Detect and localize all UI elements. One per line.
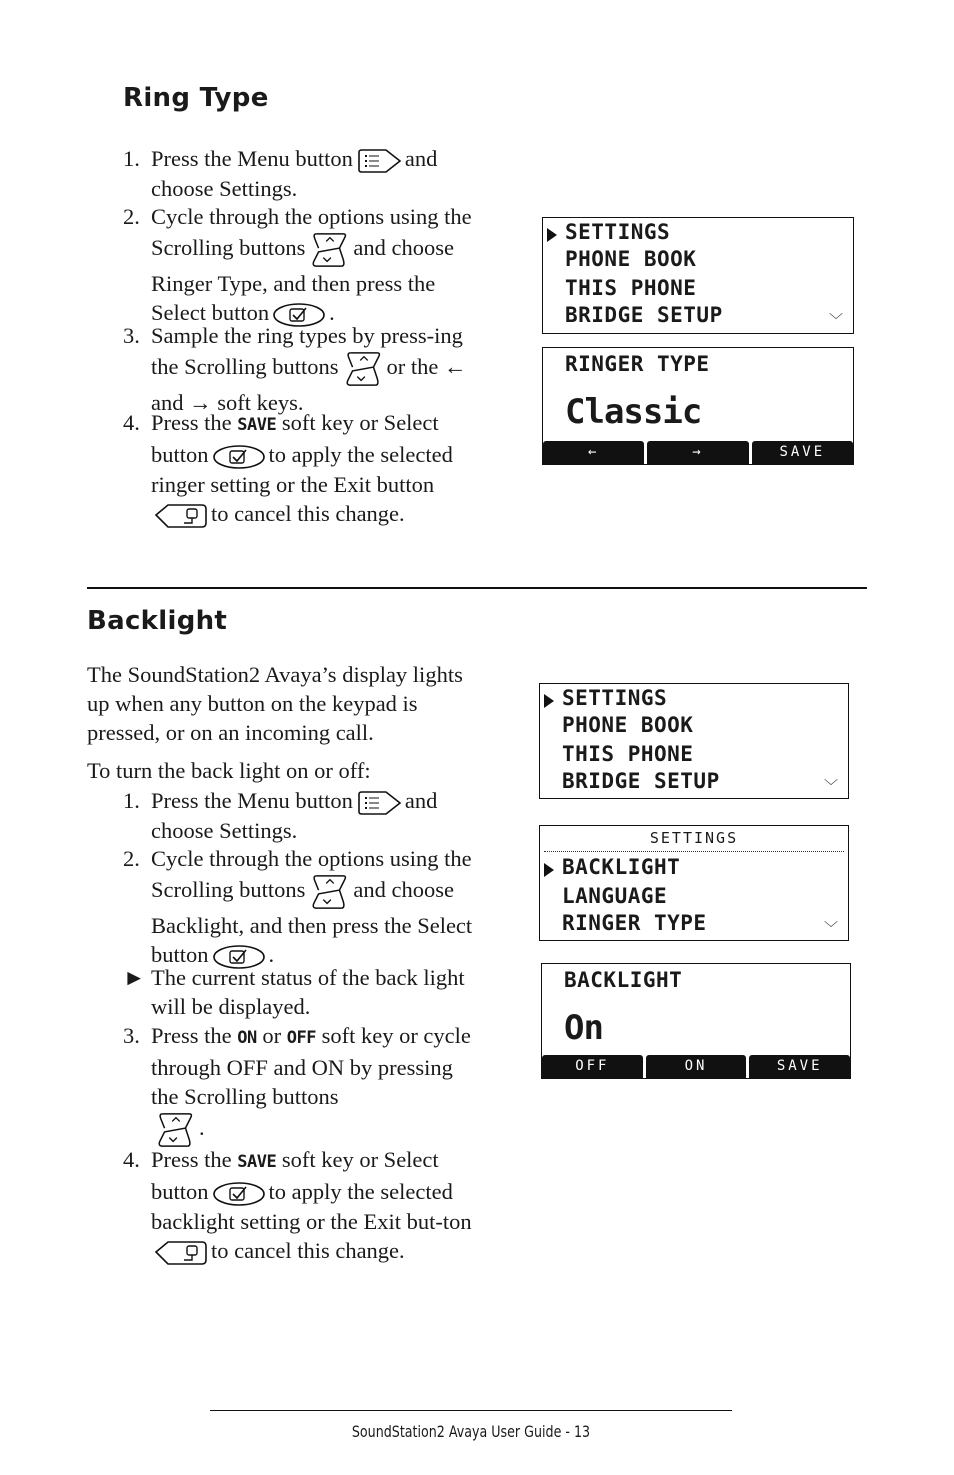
on-key-label: ON: [237, 1028, 257, 1048]
scroll-buttons-icon: [154, 1111, 196, 1149]
ring-step-2: 2. Cycle through the options using the Scrolling buttons and choose Ringer Type, and then press the Select button .: [123, 202, 473, 328]
backlight-step-4: 4. Press the SAVE soft key or Select button to apply the selected backlight setting or the Exit but-tonto cancel this change.: [123, 1145, 473, 1268]
backlight-step-3: 3. Press the ON or OFF soft key or cycle through OFF and ON by pressing the Scrolling buttons .: [123, 1021, 473, 1149]
scroll-buttons-icon: [342, 350, 384, 388]
backlight-step-1: 1. Press the Menu button and choose Settings.: [123, 788, 438, 843]
save-key-label: SAVE: [237, 415, 277, 435]
backlight-lead: To turn the back light on or off:: [87, 758, 371, 783]
selection-arrow-icon: [547, 228, 557, 242]
chevron-down-icon: ﹀: [824, 779, 838, 795]
backlight-settings-screen: SETTINGS PHONE BOOK THIS PHONE BRIDGE SETUP ﹀: [539, 683, 849, 799]
section-divider: [87, 587, 867, 589]
softkey-save[interactable]: SAVE: [749, 1055, 850, 1078]
chevron-down-icon: ﹀: [824, 921, 838, 937]
softkey-off[interactable]: OFF: [542, 1055, 643, 1078]
softkey-save[interactable]: SAVE: [752, 441, 853, 464]
page-footer: SoundStation2 Avaya User Guide - 13: [351, 1422, 591, 1441]
selection-arrow-icon: [544, 863, 554, 877]
exit-button-icon: [154, 501, 208, 531]
selection-arrow-icon: [544, 694, 554, 708]
softkey-on[interactable]: ON: [646, 1055, 747, 1078]
select-button-icon: [212, 1181, 266, 1207]
softkey-right[interactable]: →: [647, 441, 748, 464]
save-key-label: SAVE: [237, 1152, 277, 1172]
ring-step-1: 1. Press the Menu button and choose Settings.: [123, 146, 438, 201]
backlight-heading: Backlight: [87, 606, 228, 636]
settings-submenu-screen: SETTINGS BACKLIGHT LANGUAGE RINGER TYPE ﹀: [539, 825, 849, 941]
ring-step-4: 4. Press the SAVE soft key or Select button to apply the selected ringer setting or the Exit buttonto cancel this change.: [123, 408, 473, 531]
ringer-type-screen: RINGER TYPE Classic ← → SAVE: [542, 347, 854, 465]
backlight-status-note: ► The current status of the back light will be displayed.: [123, 965, 465, 1019]
scroll-buttons-icon: [308, 231, 350, 269]
ring-settings-screen: SETTINGS PHONE BOOK THIS PHONE BRIDGE SETUP ﹀: [542, 217, 854, 334]
select-button-icon: [212, 444, 266, 470]
exit-button-icon: [154, 1238, 208, 1268]
ring-step-3: 3. Sample the ring types by press-ing the Scrolling buttons or the ← and → soft keys.: [123, 323, 467, 415]
ringer-value: Classic: [565, 392, 702, 432]
off-key-label: OFF: [286, 1028, 316, 1048]
backlight-intro: The SoundStation2 Avaya’s display lights up when any button on the keypad is pressed, or on an incoming call.: [87, 662, 463, 745]
scroll-buttons-icon: [308, 873, 350, 911]
backlight-step-2: 2. Cycle through the options using the Scrolling buttons and choose Backlight, and then press the Select button .: [123, 844, 473, 970]
chevron-down-icon: ﹀: [829, 313, 843, 329]
backlight-value: On: [564, 1008, 603, 1048]
menu-button-icon: [356, 790, 402, 816]
softkey-left[interactable]: ←: [543, 441, 644, 464]
footer-rule: [210, 1410, 732, 1411]
ring-type-heading: Ring Type: [123, 83, 269, 113]
backlight-value-screen: BACKLIGHT On OFF ON SAVE: [541, 963, 851, 1079]
menu-button-icon: [356, 148, 402, 174]
